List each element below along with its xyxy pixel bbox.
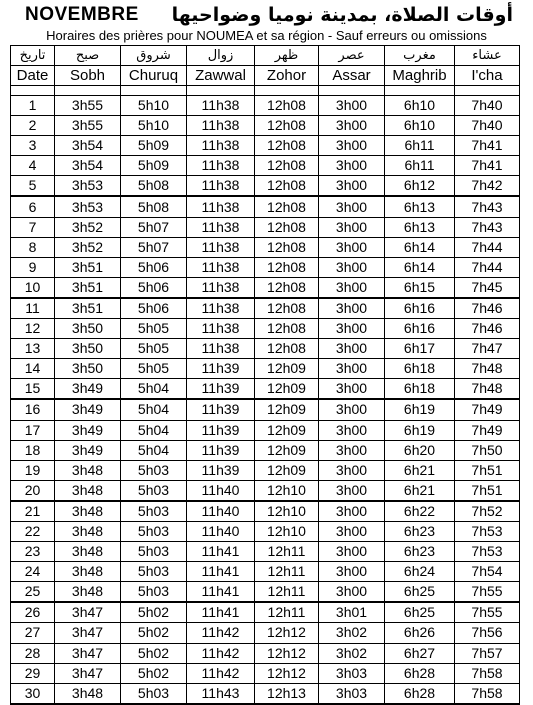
cell-zawwal: 11h38 [187, 156, 255, 176]
cell-icha: 7h45 [455, 277, 520, 298]
cell-sobh: 3h52 [55, 217, 121, 237]
cell-assar: 3h02 [319, 623, 385, 643]
cell-date: 14 [11, 359, 55, 379]
cell-zawwal: 11h42 [187, 643, 255, 663]
cell-date: 15 [11, 379, 55, 400]
cell-icha: 7h53 [455, 521, 520, 541]
cell-churuq: 5h08 [121, 196, 187, 217]
cell-maghrib: 6h21 [385, 460, 455, 480]
cell-zohor: 12h08 [255, 156, 319, 176]
table-row [11, 257, 520, 277]
cell-assar: 3h00 [319, 156, 385, 176]
cell-zohor: 12h08 [255, 277, 319, 298]
cell-sobh: 3h54 [55, 156, 121, 176]
cell-sobh: 3h48 [55, 562, 121, 582]
cell-churuq: 5h06 [121, 257, 187, 277]
cell-icha: 7h54 [455, 562, 520, 582]
cell-date: 30 [11, 683, 55, 704]
cell-maghrib: 6h26 [385, 623, 455, 643]
cell-date: 24 [11, 562, 55, 582]
cell-sobh: 3h48 [55, 683, 121, 704]
cell-icha: 7h51 [455, 480, 520, 501]
cell-zawwal: 11h40 [187, 521, 255, 541]
cell-zawwal: 11h41 [187, 562, 255, 582]
cell-sobh: 3h47 [55, 663, 121, 683]
cell-assar: 3h00 [319, 562, 385, 582]
cell-sobh: 3h47 [55, 643, 121, 663]
cell-date: 2 [11, 116, 55, 136]
cell-sobh: 3h55 [55, 116, 121, 136]
cell-date: 16 [11, 399, 55, 420]
cell-sobh: 3h49 [55, 440, 121, 460]
cell-maghrib: 6h21 [385, 480, 455, 501]
cell-maghrib: 6h24 [385, 562, 455, 582]
cell-zawwal: 11h39 [187, 420, 255, 440]
cell-assar: 3h00 [319, 460, 385, 480]
header-maghrib: Maghrib [385, 66, 455, 86]
cell-maghrib: 6h23 [385, 521, 455, 541]
cell-icha: 7h41 [455, 156, 520, 176]
cell-zawwal: 11h41 [187, 542, 255, 562]
cell-churuq: 5h10 [121, 96, 187, 116]
header-date: Date [11, 66, 55, 86]
cell-zohor: 12h09 [255, 420, 319, 440]
cell-sobh: 3h52 [55, 237, 121, 257]
cell-assar: 3h01 [319, 602, 385, 623]
cell-zawwal: 11h38 [187, 217, 255, 237]
cell-assar: 3h00 [319, 319, 385, 339]
cell-icha: 7h55 [455, 602, 520, 623]
cell-icha: 7h55 [455, 582, 520, 603]
header-sobh: Sobh [55, 66, 121, 86]
cell-maghrib: 6h19 [385, 399, 455, 420]
cell-assar: 3h03 [319, 683, 385, 704]
cell-assar: 3h03 [319, 663, 385, 683]
table-row [11, 176, 520, 197]
cell-maghrib: 6h10 [385, 116, 455, 136]
cell-zawwal: 11h41 [187, 582, 255, 603]
cell-maghrib: 6h12 [385, 176, 455, 197]
cell-zohor: 12h08 [255, 217, 319, 237]
table-row [11, 156, 520, 176]
cell-icha: 7h41 [455, 136, 520, 156]
header-ar-maghrib: مغرب [385, 46, 455, 66]
header-gap [11, 86, 520, 96]
cell-date: 9 [11, 257, 55, 277]
cell-sobh: 3h53 [55, 176, 121, 197]
cell-zohor: 12h08 [255, 176, 319, 197]
cell-date: 25 [11, 582, 55, 603]
cell-zohor: 12h11 [255, 562, 319, 582]
cell-assar: 3h00 [319, 196, 385, 217]
cell-zohor: 12h11 [255, 582, 319, 603]
cell-assar: 3h00 [319, 501, 385, 522]
cell-sobh: 3h51 [55, 298, 121, 319]
cell-date: 22 [11, 521, 55, 541]
cell-assar: 3h00 [319, 339, 385, 359]
table-row [11, 440, 520, 460]
cell-date: 17 [11, 420, 55, 440]
cell-maghrib: 6h28 [385, 683, 455, 704]
cell-assar: 3h00 [319, 257, 385, 277]
cell-maghrib: 6h10 [385, 96, 455, 116]
cell-zawwal: 11h40 [187, 501, 255, 522]
cell-churuq: 5h10 [121, 116, 187, 136]
header-ar-assar: عصر [319, 46, 385, 66]
cell-maghrib: 6h13 [385, 196, 455, 217]
cell-zohor: 12h09 [255, 460, 319, 480]
cell-sobh: 3h50 [55, 339, 121, 359]
cell-churuq: 5h08 [121, 176, 187, 197]
cell-churuq: 5h04 [121, 379, 187, 400]
cell-maghrib: 6h18 [385, 379, 455, 400]
table-row [11, 542, 520, 562]
cell-icha: 7h46 [455, 319, 520, 339]
cell-sobh: 3h48 [55, 582, 121, 603]
cell-zawwal: 11h38 [187, 257, 255, 277]
header-ar-icha: عشاء [455, 46, 520, 66]
header-assar: Assar [319, 66, 385, 86]
cell-icha: 7h40 [455, 116, 520, 136]
cell-churuq: 5h04 [121, 440, 187, 460]
header-ar-date: تاريخ [11, 46, 55, 66]
cell-churuq: 5h03 [121, 501, 187, 522]
cell-date: 27 [11, 623, 55, 643]
cell-maghrib: 6h11 [385, 136, 455, 156]
page-title: NOVEMBRE [25, 4, 139, 25]
table-row [11, 602, 520, 623]
cell-maghrib: 6h23 [385, 542, 455, 562]
cell-icha: 7h40 [455, 96, 520, 116]
cell-churuq: 5h02 [121, 602, 187, 623]
cell-icha: 7h56 [455, 623, 520, 643]
header-row [11, 66, 520, 86]
cell-maghrib: 6h14 [385, 257, 455, 277]
prayer-times-table [10, 45, 520, 705]
cell-sobh: 3h50 [55, 319, 121, 339]
cell-zohor: 12h12 [255, 663, 319, 683]
cell-maghrib: 6h18 [385, 359, 455, 379]
cell-date: 19 [11, 460, 55, 480]
cell-assar: 3h00 [319, 237, 385, 257]
cell-zawwal: 11h41 [187, 602, 255, 623]
cell-sobh: 3h53 [55, 196, 121, 217]
cell-sobh: 3h49 [55, 399, 121, 420]
cell-zawwal: 11h38 [187, 176, 255, 197]
cell-icha: 7h44 [455, 237, 520, 257]
cell-sobh: 3h48 [55, 501, 121, 522]
cell-sobh: 3h48 [55, 460, 121, 480]
cell-sobh: 3h49 [55, 420, 121, 440]
header-ar-zawwal: زوال [187, 46, 255, 66]
cell-zawwal: 11h43 [187, 683, 255, 704]
cell-assar: 3h00 [319, 116, 385, 136]
cell-icha: 7h50 [455, 440, 520, 460]
cell-icha: 7h49 [455, 420, 520, 440]
cell-date: 28 [11, 643, 55, 663]
cell-assar: 3h00 [319, 440, 385, 460]
cell-icha: 7h57 [455, 643, 520, 663]
header-churuq: Churuq [121, 66, 187, 86]
cell-date: 12 [11, 319, 55, 339]
cell-date: 5 [11, 176, 55, 197]
cell-churuq: 5h03 [121, 562, 187, 582]
cell-zawwal: 11h39 [187, 399, 255, 420]
table-row [11, 379, 520, 400]
cell-assar: 3h00 [319, 379, 385, 400]
cell-zawwal: 11h42 [187, 623, 255, 643]
cell-date: 10 [11, 277, 55, 298]
cell-date: 13 [11, 339, 55, 359]
cell-date: 6 [11, 196, 55, 217]
cell-zawwal: 11h38 [187, 96, 255, 116]
cell-date: 26 [11, 602, 55, 623]
cell-zohor: 12h11 [255, 542, 319, 562]
cell-maghrib: 6h28 [385, 663, 455, 683]
cell-churuq: 5h06 [121, 298, 187, 319]
cell-zohor: 12h09 [255, 379, 319, 400]
cell-icha: 7h51 [455, 460, 520, 480]
header-ar-churuq: شروق [121, 46, 187, 66]
cell-churuq: 5h07 [121, 217, 187, 237]
cell-assar: 3h00 [319, 176, 385, 197]
cell-zawwal: 11h38 [187, 298, 255, 319]
header-ar-zohor: ظهر [255, 46, 319, 66]
cell-zohor: 12h09 [255, 399, 319, 420]
cell-icha: 7h44 [455, 257, 520, 277]
cell-churuq: 5h09 [121, 136, 187, 156]
cell-assar: 3h00 [319, 96, 385, 116]
cell-sobh: 3h48 [55, 542, 121, 562]
cell-churuq: 5h04 [121, 420, 187, 440]
prayer-times-body [11, 96, 520, 704]
cell-sobh: 3h54 [55, 136, 121, 156]
cell-zawwal: 11h38 [187, 237, 255, 257]
cell-zohor: 12h09 [255, 359, 319, 379]
cell-zawwal: 11h38 [187, 339, 255, 359]
table-row [11, 521, 520, 541]
cell-zawwal: 11h38 [187, 277, 255, 298]
cell-zohor: 12h08 [255, 257, 319, 277]
cell-zohor: 12h08 [255, 298, 319, 319]
table-row [11, 683, 520, 704]
cell-maghrib: 6h13 [385, 217, 455, 237]
table-row [11, 136, 520, 156]
table-row [11, 116, 520, 136]
cell-sobh: 3h48 [55, 521, 121, 541]
cell-zohor: 12h13 [255, 683, 319, 704]
cell-churuq: 5h02 [121, 643, 187, 663]
cell-date: 7 [11, 217, 55, 237]
cell-icha: 7h49 [455, 399, 520, 420]
table-row [11, 582, 520, 603]
cell-zohor: 12h10 [255, 501, 319, 522]
table-row [11, 480, 520, 501]
cell-maghrib: 6h19 [385, 420, 455, 440]
cell-churuq: 5h02 [121, 663, 187, 683]
cell-assar: 3h00 [319, 399, 385, 420]
cell-maghrib: 6h22 [385, 501, 455, 522]
table-row [11, 420, 520, 440]
header-icha: I'cha [455, 66, 520, 86]
cell-date: 4 [11, 156, 55, 176]
cell-zawwal: 11h38 [187, 319, 255, 339]
cell-zohor: 12h12 [255, 643, 319, 663]
cell-zohor: 12h08 [255, 116, 319, 136]
cell-sobh: 3h48 [55, 480, 121, 501]
cell-date: 1 [11, 96, 55, 116]
cell-zohor: 12h10 [255, 521, 319, 541]
table-row [11, 96, 520, 116]
cell-assar: 3h00 [319, 420, 385, 440]
cell-date: 23 [11, 542, 55, 562]
cell-zohor: 12h08 [255, 319, 319, 339]
cell-maghrib: 6h25 [385, 582, 455, 603]
cell-sobh: 3h49 [55, 379, 121, 400]
cell-maghrib: 6h20 [385, 440, 455, 460]
cell-assar: 3h00 [319, 359, 385, 379]
table-row [11, 277, 520, 298]
cell-churuq: 5h04 [121, 399, 187, 420]
cell-churuq: 5h05 [121, 339, 187, 359]
table-row [11, 359, 520, 379]
cell-churuq: 5h03 [121, 480, 187, 501]
cell-assar: 3h00 [319, 136, 385, 156]
cell-sobh: 3h51 [55, 277, 121, 298]
cell-churuq: 5h03 [121, 542, 187, 562]
cell-zawwal: 11h38 [187, 136, 255, 156]
cell-icha: 7h52 [455, 501, 520, 522]
cell-maghrib: 6h25 [385, 602, 455, 623]
header-ar-sobh: صبح [55, 46, 121, 66]
cell-assar: 3h00 [319, 542, 385, 562]
header-zohor: Zohor [255, 66, 319, 86]
cell-sobh: 3h55 [55, 96, 121, 116]
cell-assar: 3h00 [319, 521, 385, 541]
cell-churuq: 5h06 [121, 277, 187, 298]
cell-maghrib: 6h15 [385, 277, 455, 298]
cell-zohor: 12h08 [255, 96, 319, 116]
cell-icha: 7h42 [455, 176, 520, 197]
cell-icha: 7h46 [455, 298, 520, 319]
cell-date: 18 [11, 440, 55, 460]
table-row [11, 623, 520, 643]
table-row [11, 217, 520, 237]
cell-zohor: 12h08 [255, 339, 319, 359]
cell-churuq: 5h03 [121, 683, 187, 704]
cell-maghrib: 6h16 [385, 298, 455, 319]
cell-icha: 7h53 [455, 542, 520, 562]
cell-assar: 3h00 [319, 277, 385, 298]
cell-churuq: 5h03 [121, 521, 187, 541]
header-zawwal: Zawwal [187, 66, 255, 86]
cell-assar: 3h02 [319, 643, 385, 663]
cell-date: 8 [11, 237, 55, 257]
cell-date: 20 [11, 480, 55, 501]
cell-icha: 7h43 [455, 217, 520, 237]
cell-zohor: 12h12 [255, 623, 319, 643]
cell-sobh: 3h47 [55, 602, 121, 623]
cell-churuq: 5h05 [121, 319, 187, 339]
table-row [11, 643, 520, 663]
cell-zohor: 12h11 [255, 602, 319, 623]
table-row [11, 319, 520, 339]
cell-zawwal: 11h38 [187, 196, 255, 217]
cell-assar: 3h00 [319, 298, 385, 319]
cell-churuq: 5h05 [121, 359, 187, 379]
cell-sobh: 3h50 [55, 359, 121, 379]
cell-assar: 3h00 [319, 480, 385, 501]
cell-icha: 7h47 [455, 339, 520, 359]
cell-zohor: 12h08 [255, 196, 319, 217]
page-title-arabic: أوقات الصلاة، بمدينة نوميا وضواحيها [171, 4, 513, 26]
cell-icha: 7h48 [455, 379, 520, 400]
table-row [11, 562, 520, 582]
cell-churuq: 5h02 [121, 623, 187, 643]
cell-sobh: 3h47 [55, 623, 121, 643]
cell-date: 21 [11, 501, 55, 522]
table-row [11, 298, 520, 319]
table-row [11, 501, 520, 522]
cell-assar: 3h00 [319, 217, 385, 237]
table-row [11, 399, 520, 420]
cell-maghrib: 6h17 [385, 339, 455, 359]
cell-zohor: 12h08 [255, 136, 319, 156]
cell-churuq: 5h03 [121, 460, 187, 480]
cell-zawwal: 11h39 [187, 359, 255, 379]
table-row [11, 460, 520, 480]
cell-zohor: 12h09 [255, 440, 319, 460]
cell-maghrib: 6h14 [385, 237, 455, 257]
cell-icha: 7h43 [455, 196, 520, 217]
cell-zawwal: 11h38 [187, 116, 255, 136]
cell-zawwal: 11h39 [187, 440, 255, 460]
cell-churuq: 5h07 [121, 237, 187, 257]
cell-date: 11 [11, 298, 55, 319]
cell-assar: 3h00 [319, 582, 385, 603]
cell-sobh: 3h51 [55, 257, 121, 277]
arabic-header-row [11, 46, 520, 66]
cell-zohor: 12h08 [255, 237, 319, 257]
cell-date: 3 [11, 136, 55, 156]
cell-zawwal: 11h40 [187, 480, 255, 501]
cell-churuq: 5h03 [121, 582, 187, 603]
cell-icha: 7h58 [455, 683, 520, 704]
table-row [11, 339, 520, 359]
cell-zawwal: 11h39 [187, 460, 255, 480]
cell-maghrib: 6h11 [385, 156, 455, 176]
page-subtitle: Horaires des prières pour NOUMEA et sa région - Sauf erreurs ou omissions [46, 28, 487, 43]
cell-churuq: 5h09 [121, 156, 187, 176]
table-row [11, 237, 520, 257]
cell-zawwal: 11h39 [187, 379, 255, 400]
table-row [11, 196, 520, 217]
cell-maghrib: 6h16 [385, 319, 455, 339]
cell-icha: 7h48 [455, 359, 520, 379]
cell-icha: 7h58 [455, 663, 520, 683]
cell-maghrib: 6h27 [385, 643, 455, 663]
cell-zawwal: 11h42 [187, 663, 255, 683]
cell-date: 29 [11, 663, 55, 683]
table-row [11, 663, 520, 683]
cell-zohor: 12h10 [255, 480, 319, 501]
